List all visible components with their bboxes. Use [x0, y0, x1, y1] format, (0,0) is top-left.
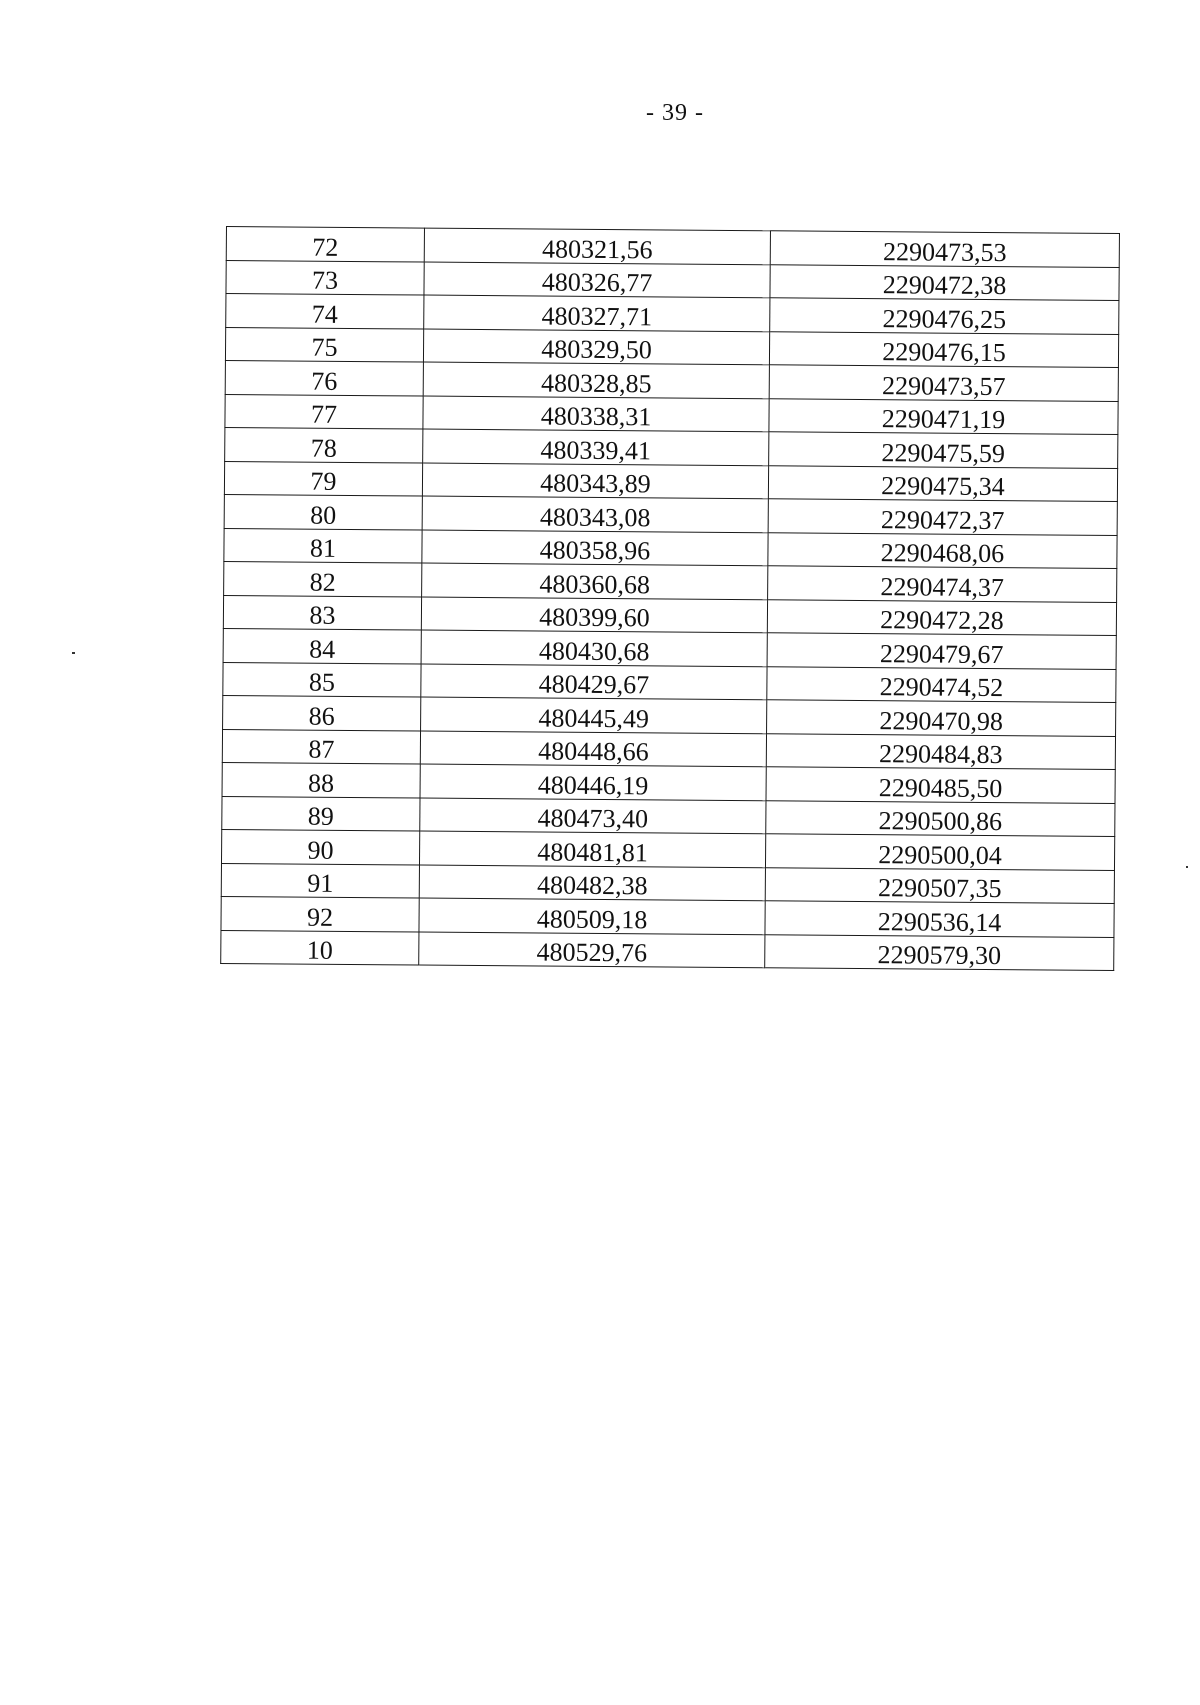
point-number-cell: 92 [221, 896, 419, 931]
point-number-cell: 85 [223, 662, 421, 697]
y-coordinate-cell: 2290476,15 [769, 331, 1118, 367]
y-coordinate-cell: 2290500,04 [765, 834, 1114, 870]
point-number-cell: 10 [221, 930, 419, 965]
x-coordinate-cell: 480328,85 [423, 362, 769, 398]
y-coordinate-cell: 2290473,53 [770, 231, 1119, 267]
y-coordinate-cell: 2290479,67 [767, 633, 1116, 669]
x-coordinate-cell: 480529,76 [419, 932, 765, 968]
coordinates-table-wrapper [220, 226, 1116, 971]
x-coordinate-cell: 480446,19 [420, 764, 766, 800]
point-number-cell: 79 [224, 461, 422, 496]
x-coordinate-cell: 480360,68 [422, 563, 768, 599]
y-coordinate-cell: 2290476,25 [770, 298, 1119, 334]
x-coordinate-cell: 480429,67 [421, 664, 767, 700]
x-coordinate-cell: 480358,96 [422, 530, 768, 566]
y-coordinate-cell: 2290579,30 [765, 934, 1114, 970]
point-number-cell: 72 [226, 227, 424, 262]
point-number-cell: 78 [225, 427, 423, 462]
y-coordinate-cell: 2290484,83 [766, 733, 1115, 769]
y-coordinate-cell: 2290472,28 [767, 599, 1116, 635]
y-coordinate-cell: 2290470,98 [767, 700, 1116, 736]
y-coordinate-cell: 2290474,52 [767, 666, 1116, 702]
x-coordinate-cell: 480445,49 [421, 697, 767, 733]
x-coordinate-cell: 480399,60 [421, 597, 767, 633]
y-coordinate-cell: 2290485,50 [766, 767, 1115, 803]
point-number-cell: 77 [225, 394, 423, 429]
scan-speck [1186, 866, 1188, 868]
y-coordinate-cell: 2290472,37 [768, 499, 1117, 535]
y-coordinate-cell: 2290507,35 [765, 867, 1114, 903]
x-coordinate-cell: 480327,71 [424, 295, 770, 331]
x-coordinate-cell: 480339,41 [423, 429, 769, 465]
y-coordinate-cell: 2290471,19 [769, 398, 1118, 434]
point-number-cell: 88 [222, 762, 420, 797]
x-coordinate-cell: 480343,89 [422, 463, 768, 499]
point-number-cell: 90 [221, 829, 419, 864]
coordinates-table-body [221, 227, 1120, 971]
point-number-cell: 86 [223, 695, 421, 730]
x-coordinate-cell: 480482,38 [419, 865, 765, 901]
y-coordinate-cell: 2290468,06 [768, 532, 1117, 568]
x-coordinate-cell: 480329,50 [423, 329, 769, 365]
x-coordinate-cell: 480509,18 [419, 898, 765, 934]
y-coordinate-cell: 2290536,14 [765, 901, 1114, 937]
y-coordinate-cell: 2290500,86 [766, 800, 1115, 836]
coordinates-table [220, 226, 1120, 971]
y-coordinate-cell: 2290475,59 [769, 432, 1118, 468]
x-coordinate-cell: 480338,31 [423, 396, 769, 432]
point-number-cell: 81 [224, 528, 422, 563]
point-number-cell: 84 [223, 628, 421, 663]
scan-speck [72, 652, 75, 654]
x-coordinate-cell: 480326,77 [424, 262, 770, 298]
point-number-cell: 75 [225, 327, 423, 362]
point-number-cell: 87 [222, 729, 420, 764]
point-number-cell: 82 [224, 561, 422, 596]
x-coordinate-cell: 480430,68 [421, 630, 767, 666]
x-coordinate-cell: 480321,56 [424, 228, 770, 264]
point-number-cell: 73 [226, 260, 424, 295]
page-number: - 39 - [646, 100, 704, 126]
x-coordinate-cell: 480343,08 [422, 496, 768, 532]
y-coordinate-cell: 2290474,37 [768, 566, 1117, 602]
x-coordinate-cell: 480481,81 [419, 831, 765, 867]
y-coordinate-cell: 2290475,34 [768, 465, 1117, 501]
y-coordinate-cell: 2290473,57 [769, 365, 1118, 401]
point-number-cell: 76 [225, 360, 423, 395]
x-coordinate-cell: 480473,40 [420, 798, 766, 834]
point-number-cell: 80 [224, 494, 422, 529]
point-number-cell: 91 [221, 863, 419, 898]
x-coordinate-cell: 480448,66 [420, 731, 766, 767]
y-coordinate-cell: 2290472,38 [770, 264, 1119, 300]
point-number-cell: 89 [222, 796, 420, 831]
point-number-cell: 74 [226, 294, 424, 329]
point-number-cell: 83 [223, 595, 421, 630]
